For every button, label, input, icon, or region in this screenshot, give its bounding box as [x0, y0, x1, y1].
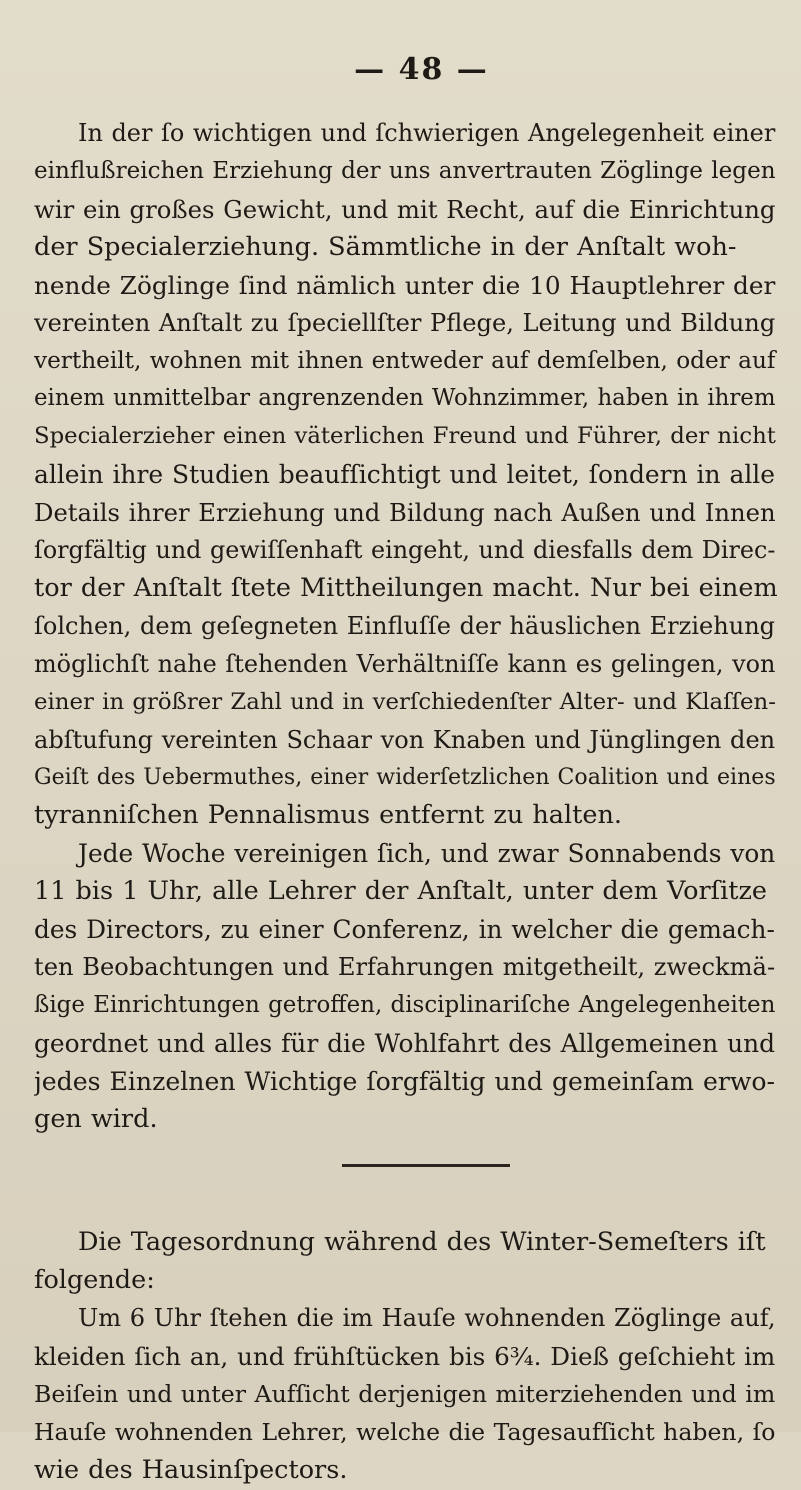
- text-line: einer in größrer Zahl und in verſchiedenſter Alter- und Klaſſen-: [34, 688, 776, 715]
- text-line: allein ihre Studien beaufſichtigt und leitet, ſondern in alle: [34, 460, 775, 490]
- text-line: vertheilt, wohnen mit ihnen entweder auf demſelben, oder auf: [34, 347, 776, 375]
- text-line: ten Beobachtungen und Erfahrungen mitgetheilt, zweckmä-: [34, 952, 776, 981]
- text-line: tyranniſchen Pennalismus entfernt zu halten.: [34, 800, 623, 831]
- text-line: einem unmittelbar angrenzenden Wohnzimmer, haben in ihrem: [34, 385, 776, 412]
- text-line: ſorgfältig und gewiſſenhaft eingeht, und diesfalls dem Direc-: [34, 535, 776, 564]
- text-line: kleiden ſich an, und frühſtücken bis 6¾. Dieß geſchieht im: [34, 1342, 776, 1372]
- text-line: des Directors, zu einer Conferenz, in welcher die gemach-: [34, 915, 775, 945]
- text-line: Geiſt des Uebermuthes, einer widerſetzlichen Coalition und eines: [34, 765, 776, 791]
- text-line: Die Tagesordnung während des Winter-Semeſters iſt: [78, 1227, 766, 1258]
- divider-rule: [342, 1164, 510, 1167]
- text-line: einflußreichen Erziehung der uns anvertrauten Zöglinge legen: [34, 157, 776, 184]
- text-line: geordnet und alles für die Wohlfahrt des Allgemeinen und: [34, 1028, 776, 1058]
- text-line: der Specialerziehung. Sämmtliche in der Anſtalt woh-: [34, 231, 737, 262]
- text-line: Details ihrer Erziehung und Bildung nach Außen und Innen: [34, 498, 776, 528]
- paragraph-tagesordnung-morning: [34, 1300, 779, 1490]
- text-line: wie des Hausinſpectors.: [34, 1454, 348, 1485]
- text-line: möglichſt nahe ſtehenden Verhältniſſe kann es gelingen, von: [34, 649, 776, 678]
- paragraph-conferenz: [34, 835, 779, 1138]
- paragraph-tagesordnung-intro: [34, 1224, 779, 1300]
- text-line: Jede Woche vereinigen ſich, und zwar Sonnabends von: [78, 839, 776, 869]
- text-line: ſolchen, dem geſegneten Einfluſſe der häuslichen Erziehung: [34, 611, 776, 640]
- paragraph-specialerziehung: [34, 115, 779, 835]
- section-divider: [34, 1138, 779, 1212]
- text-line: Um 6 Uhr ſtehen die im Hauſe wohnenden Zöglinge auf,: [78, 1304, 776, 1333]
- text-line: tor der Anſtalt ſtete Mittheilungen macht. Nur bei einem: [34, 572, 778, 603]
- text-line: ßige Einrichtungen getroffen, disciplinariſche Angelegenheiten: [34, 991, 776, 1018]
- text-line: Beiſein und unter Aufſicht derjenigen miterziehenden und im: [34, 1380, 776, 1409]
- text-line: folgende:: [34, 1265, 155, 1296]
- text-line: wir ein großes Gewicht, und mit Recht, auf die Einrichtung: [34, 194, 776, 224]
- text-line: nende Zöglinge ſind nämlich unter die 10 Hauptlehrer der: [34, 270, 776, 300]
- text-line: gen wird.: [34, 1103, 158, 1134]
- text-line: Hauſe wohnenden Lehrer, welche die Tagesaufſicht haben, ſo: [34, 1418, 776, 1446]
- page-number: — 48 —: [354, 52, 489, 87]
- text-line: In der ſo wichtigen und ſchwierigen Angelegenheit einer: [78, 119, 776, 147]
- text-line: abſtufung vereinten Schaar von Knaben und Jünglingen den: [34, 725, 776, 754]
- text-line: 11 bis 1 Uhr, alle Lehrer der Anſtalt, unter dem Vorſitze: [34, 876, 768, 907]
- text-line: vereinten Anſtalt zu ſpeciellſter Pflege, Leitung und Bildung: [34, 308, 776, 337]
- text-line: Specialerzieher einen väterlichen Freund und Führer, der nicht: [34, 423, 776, 450]
- text-line: jedes Einzelnen Wichtige ſorgfältig und gemeinſam erwo-: [34, 1066, 776, 1096]
